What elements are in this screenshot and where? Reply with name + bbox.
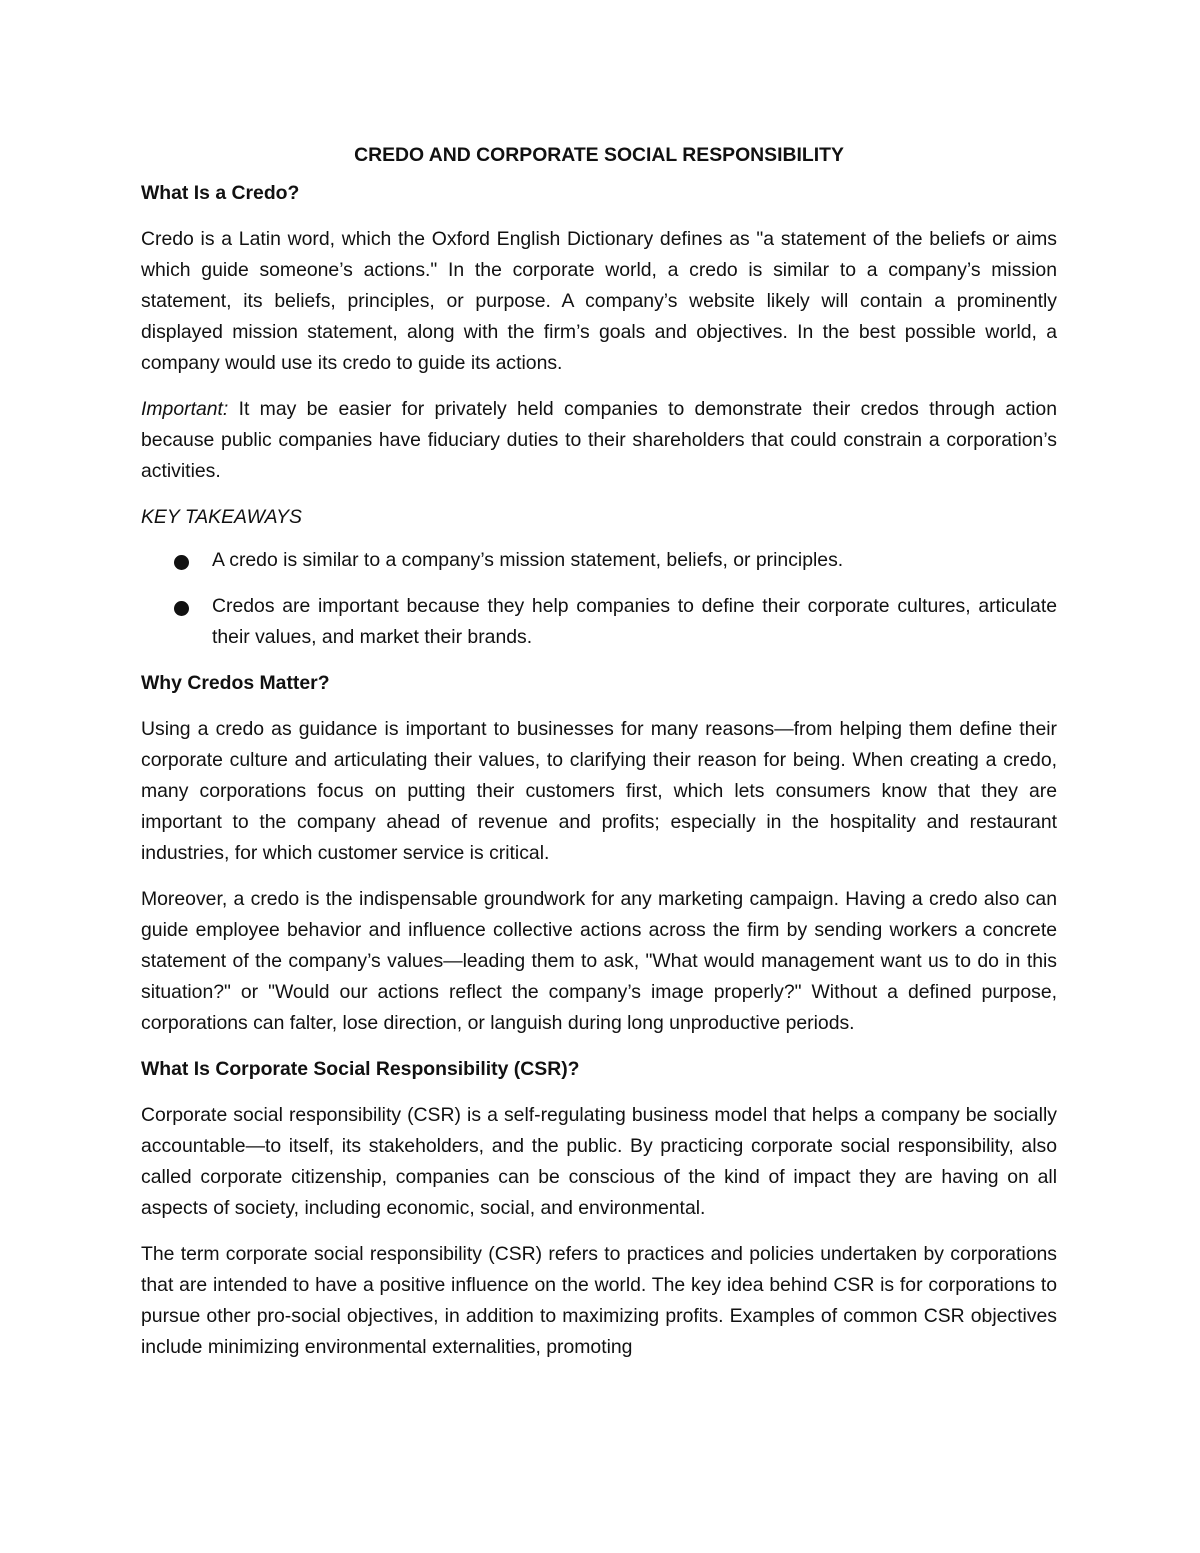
bullet-icon — [174, 555, 189, 570]
bullet-icon — [174, 601, 189, 616]
list-item-text: Credos are important because they help companies to define their corporate cultures, articulate their values, and market their brands. — [212, 595, 1057, 648]
list-item — [141, 545, 1057, 576]
key-takeaways-label: KEY TAKEAWAYS — [141, 506, 302, 528]
section-heading-what-is-credo: What Is a Credo? — [141, 182, 300, 204]
paragraph-csr-definition: Corporate social responsibility (CSR) is a self-regulating business model that helps a company be socially accountable—to itself, its stakeholders, and the public. By practicing corporate social responsibility, also called corporate citizenship, companies can be conscious of the kind of impact they are having on all aspects of society, including economic, social, and environmental. — [141, 1104, 1057, 1219]
paragraph-csr-term: The term corporate social responsibility (CSR) refers to practices and policies undertaken by corporations that are intended to have a positive influence on the world. The key idea behind CSR is for corporations to pursue other pro-social objectives, in addition to maximizing profits. Examples of common CSR objectives include minimizing environmental externalities, promoting — [141, 1243, 1057, 1358]
important-label: Important: — [141, 398, 229, 420]
key-takeaways-list — [141, 545, 1057, 653]
paragraph-credo-guidance: Using a credo as guidance is important to businesses for many reasons—from helping them define their corporate culture and articulating their values, to clarifying their reason for being. When creating a credo, many corporations focus on putting their customers first, which lets consumers know that they are important to the company ahead of revenue and profits; especially in the hospitality and restaurant industries, for which customer service is critical. — [141, 718, 1057, 864]
document-body — [141, 140, 1057, 1378]
paragraph-credo-definition: Credo is a Latin word, which the Oxford English Dictionary defines as "a statement of the beliefs or aims which guide someone’s actions." In the corporate world, a credo is similar to a company’s mission statement, its beliefs, principles, or purpose. A company’s website likely will contain a prominently displayed mission statement, along with the firm’s goals and objectives. In the best possible world, a company would use its credo to guide its actions. — [141, 228, 1057, 374]
list-item-text: A credo is similar to a company’s mission statement, beliefs, or principles. — [212, 549, 844, 571]
section-heading-what-is-csr: What Is Corporate Social Responsibility (CSR)? — [141, 1058, 580, 1080]
list-item — [141, 591, 1057, 653]
section-heading-why-credos-matter: Why Credos Matter? — [141, 672, 330, 694]
important-text: It may be easier for privately held companies to demonstrate their credos through action because public companies have fiduciary duties to their shareholders that could constrain a corporation’s activities. — [141, 398, 1057, 482]
paragraph-credo-marketing: Moreover, a credo is the indispensable groundwork for any marketing campaign. Having a credo also can guide employee behavior and influence collective actions across the firm by sending workers a concrete statement of the company’s values—leading them to ask, "What would management want us to do in this situation?" or "Would our actions reflect the company’s image properly?" Without a defined purpose, corporations can falter, lose direction, or languish during long unproductive periods. — [141, 888, 1057, 1034]
document-title: CREDO AND CORPORATE SOCIAL RESPONSIBILITY — [354, 144, 844, 166]
paragraph-important-note — [141, 394, 1057, 487]
